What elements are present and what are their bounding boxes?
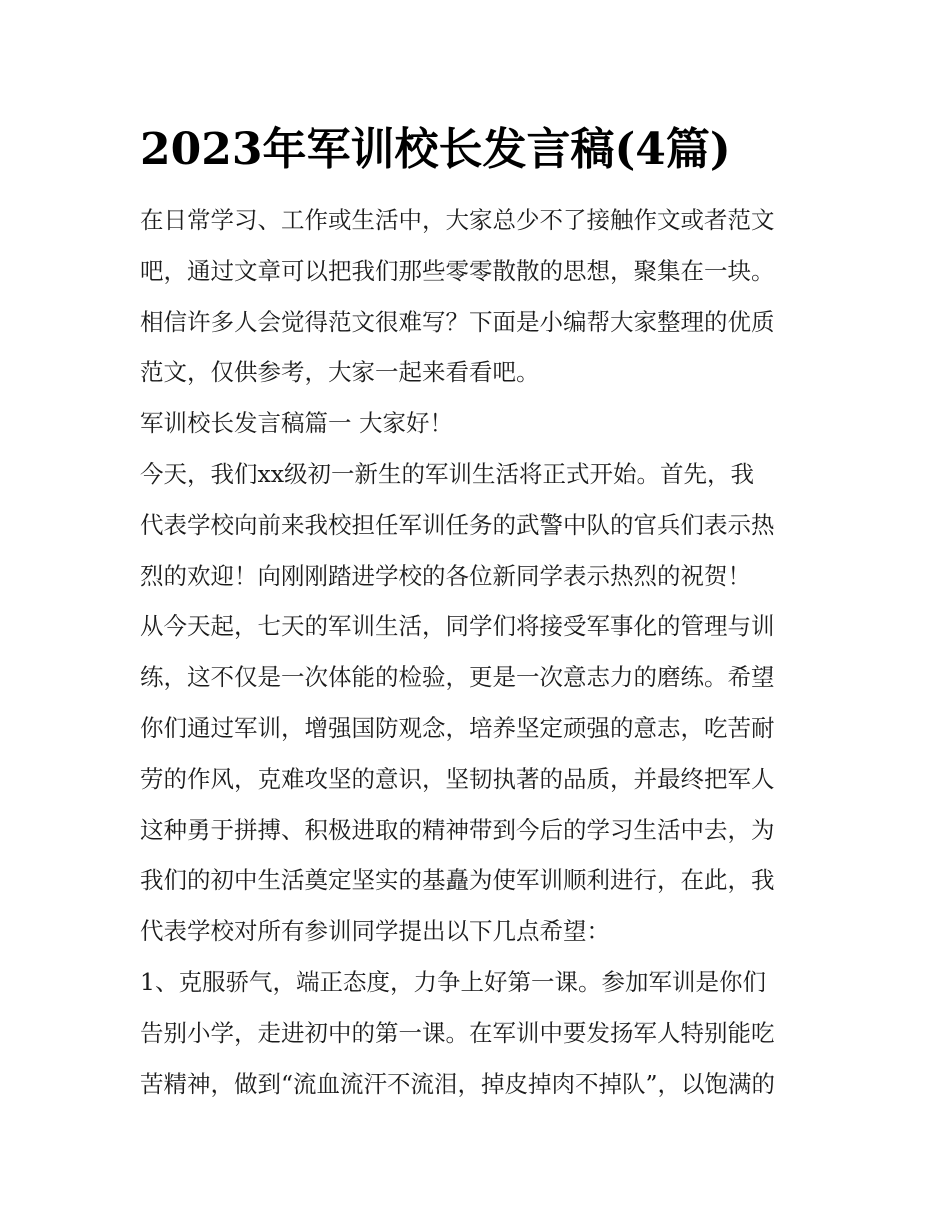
text-line: 烈的欢迎！向刚刚踏进学校的各位新同学表示热烈的祝贺！ [140, 561, 751, 590]
text-line: 代表学校向前来我校担任军训任务的武警中队的官兵们表示热 [140, 510, 775, 539]
text-line: 在日常学习、工作或生活中，大家总少不了接触作文或者范文 [140, 206, 775, 234]
text-line: 范文，仅供参考，大家一起来看看吧。 [140, 358, 540, 387]
text-line: 告别小学，走进初中的第一课。在军训中要发扬军人特别能吃 [140, 1018, 775, 1047]
section-heading-line: 军训校长发言稿篇一 大家好！ [140, 409, 453, 438]
text-line: 从今天起，七天的军训生活，同学们将接受军事化的管理与训 [140, 612, 775, 641]
text-line: 劳的作风，克难攻坚的意识，坚韧执著的品质，并最终把军人 [140, 764, 775, 793]
text-line: 你们通过军训，增强国防观念，培养坚定顽强的意志，吃苦耐 [140, 713, 775, 742]
text-line: 今天，我们xx级初一新生的军训生活将正式开始。首先，我 [140, 459, 755, 488]
document-body [140, 195, 812, 1109]
text-line: 1、克服骄气，端正态度，力争上好第一课。参加军训是你们 [140, 967, 766, 996]
text-line: 练，这不仅是一次体能的检验，更是一次意志力的磨练。希望 [140, 663, 775, 692]
text-line: 我们的初中生活奠定坚实的基矗为使军训顺利进行，在此，我 [140, 866, 775, 895]
document-content [140, 118, 812, 1109]
document-title: 2023年军训校长发言稿(4篇) [140, 124, 731, 175]
text-line: 代表学校对所有参训同学提出以下几点希望： [140, 917, 610, 946]
text-line: 相信许多人会觉得范文很难写？下面是小编帮大家整理的优质 [140, 307, 775, 336]
text-line: 这种勇于拼搏、积极进取的精神带到今后的学习生活中去，为 [140, 815, 775, 844]
text-line: 苦精神，做到“流血流汗不流泪，掉皮掉肉不掉队”，以饱满的 [140, 1069, 776, 1098]
text-line: 吧，通过文章可以把我们那些零零散散的思想，聚集在一块。 [140, 256, 775, 285]
